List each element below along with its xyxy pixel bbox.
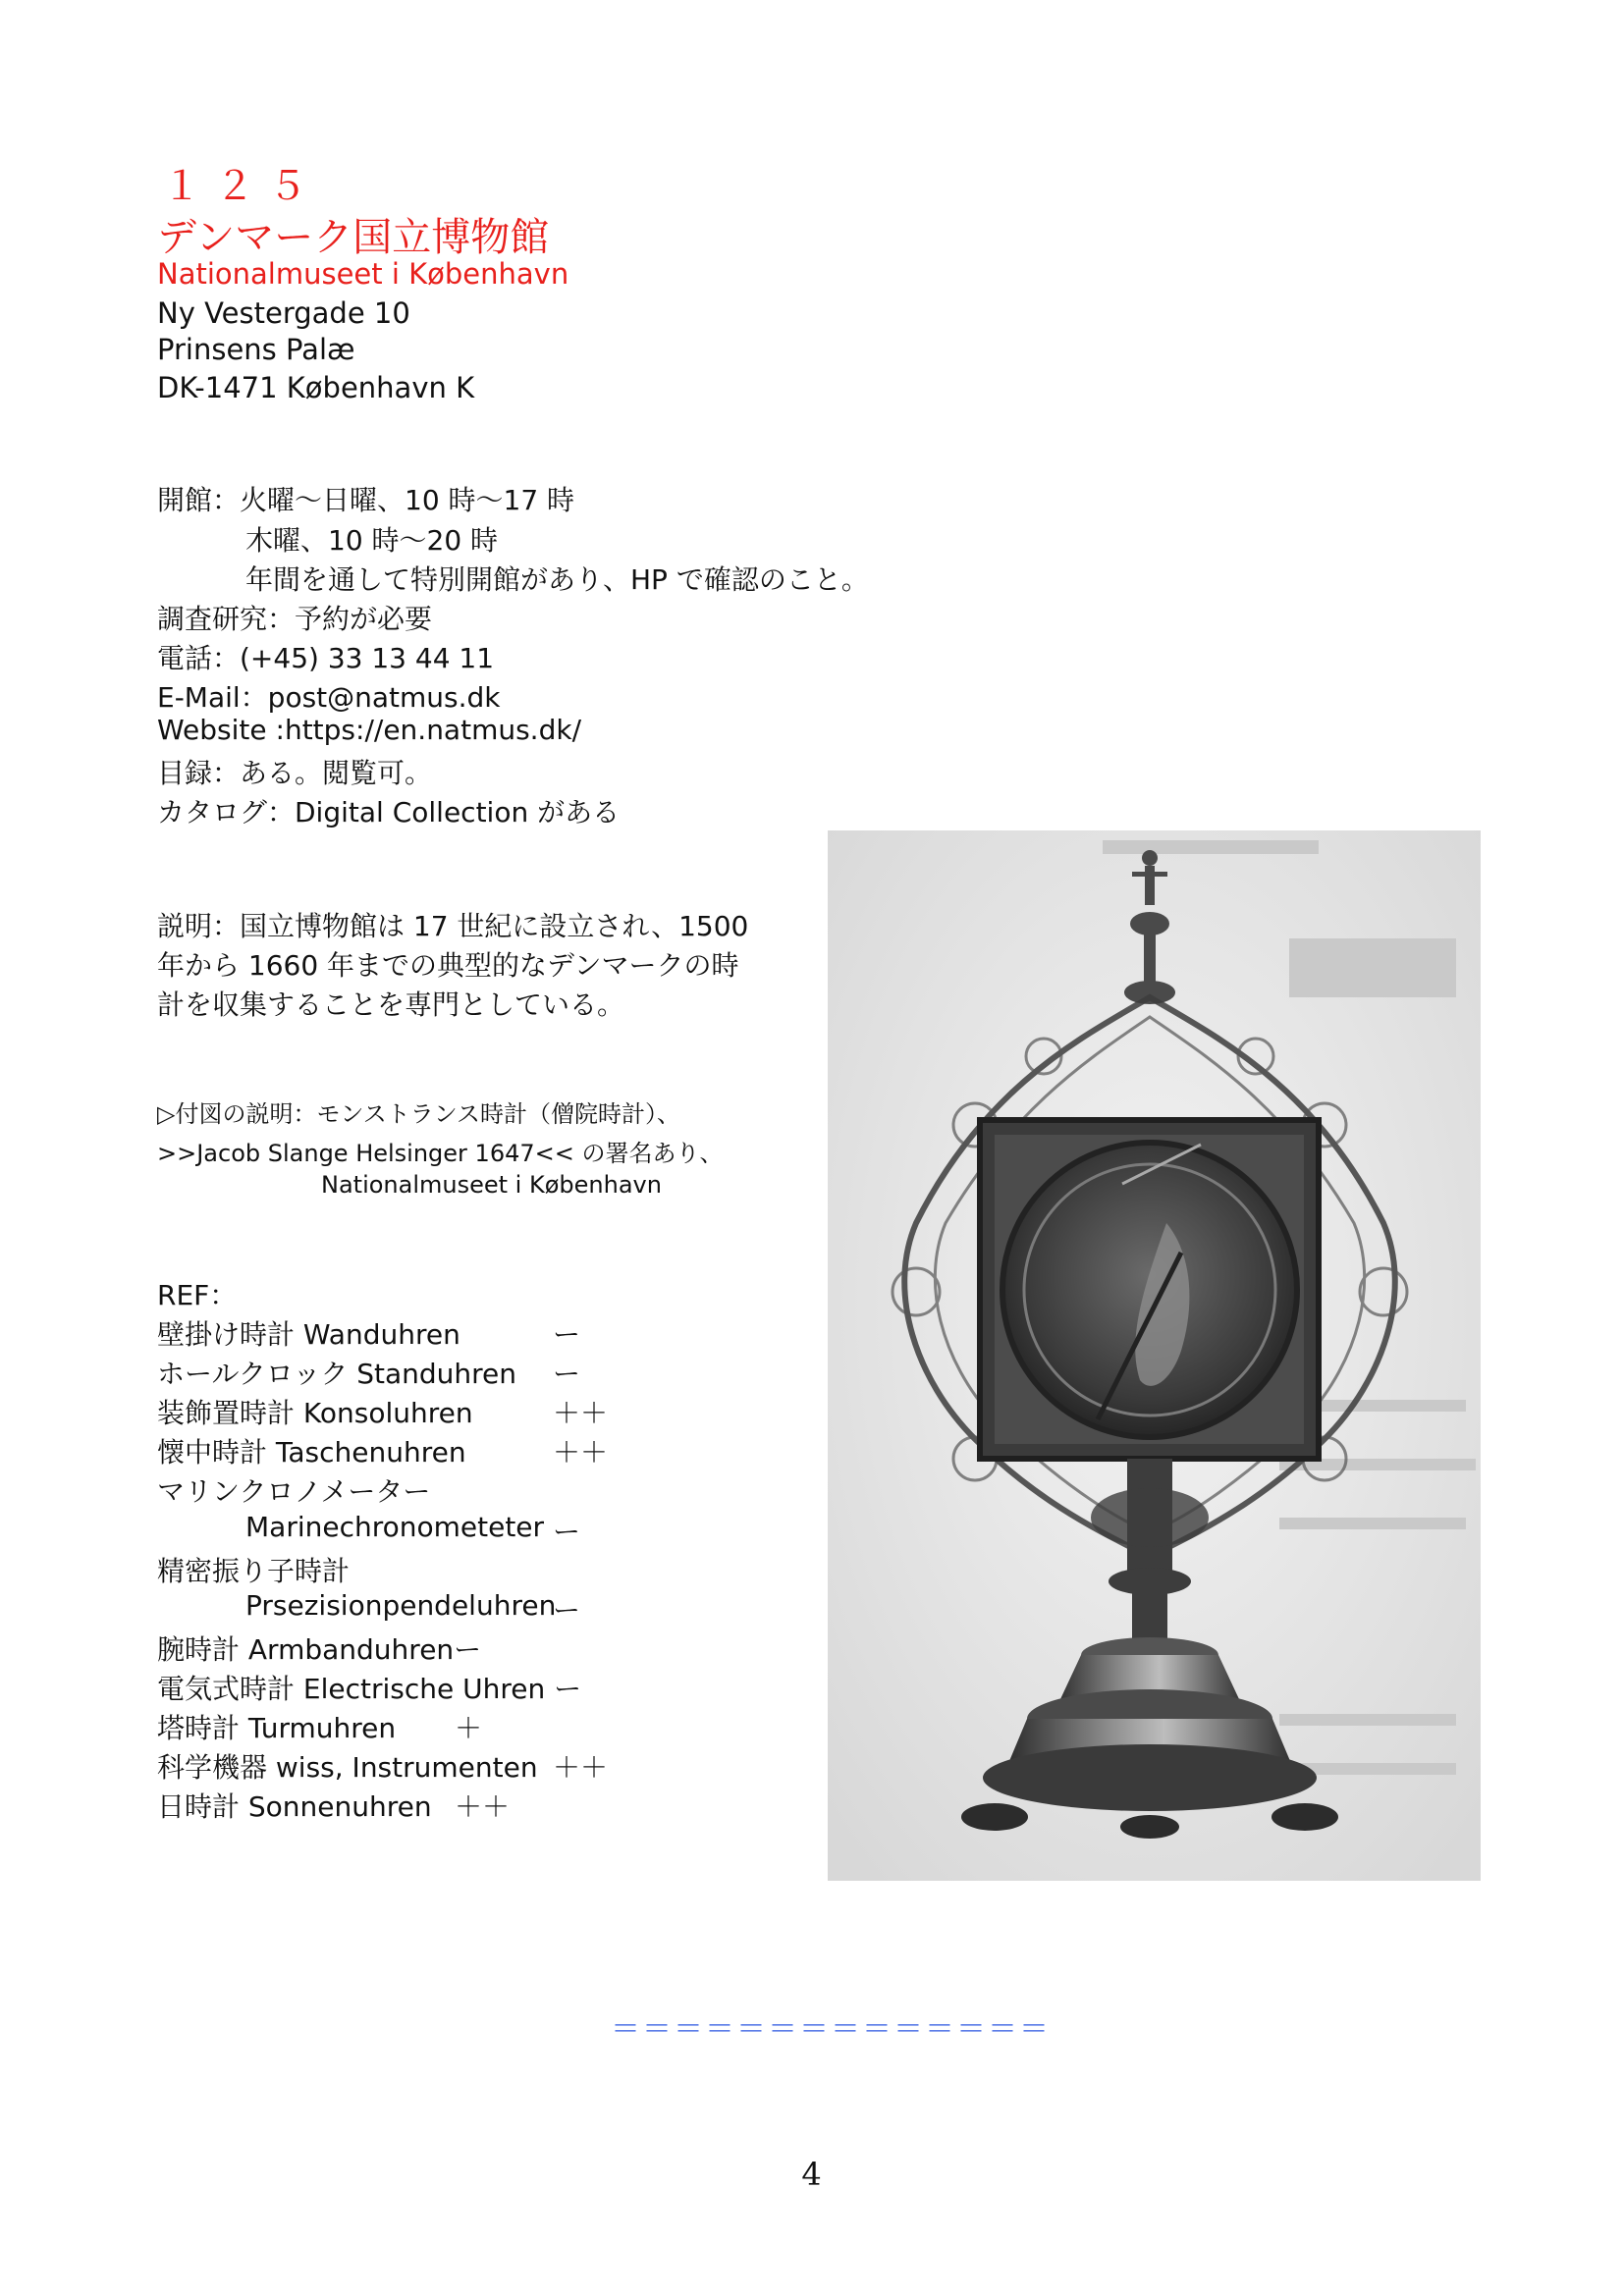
ref-item-name: 塔時計 Turmuhren [157, 1712, 397, 1744]
ref-item-mark: ー [553, 1318, 581, 1351]
ref-item-name: 腕時計 Armbanduhrenー [157, 1633, 482, 1666]
ref-item-mark: ー [553, 1516, 581, 1548]
ref-item-name: 壁掛け時計 Wanduhren [157, 1318, 460, 1351]
ref-item-mark: ＋＋ [553, 1436, 609, 1468]
catalog-note: 目録：ある。閲覧可。 [157, 757, 433, 789]
address-line-3: DK-1471 København K [157, 371, 475, 404]
ref-item-name: Prsezisionpendeluhren [245, 1589, 557, 1622]
email: E-Mail：post@natmus.dk [157, 681, 501, 714]
ref-item-mark: ＋＋ [553, 1397, 609, 1429]
research-note: 調査研究：予約が必要 [157, 603, 433, 635]
description-line-1: 説明：国立博物館は 17 世紀に設立され、1500 [157, 910, 749, 942]
ref-item-name: マリンクロノメーター [157, 1475, 431, 1508]
ref-item-name: ホールクロック Standuhren [157, 1358, 517, 1390]
digital-collection-note: カタログ：Digital Collection がある [157, 796, 621, 828]
section-separator: ＝＝＝＝＝＝＝＝＝＝＝＝＝＝ [611, 2012, 1051, 2047]
page-number: 4 [801, 2156, 822, 2193]
ref-item-name: 電気式時計 Electrische Uhren ー [157, 1673, 582, 1705]
address-line-2: Prinsens Palæ [157, 333, 355, 366]
description-line-2: 年から 1660 年までの典型的なデンマークの時 [157, 949, 739, 982]
museum-name-local: Nationalmuseet i København [157, 257, 569, 291]
ref-item-name: 精密振り子時計 [157, 1555, 351, 1587]
ref-heading: REF： [157, 1279, 238, 1311]
website: Website :https://en.natmus.dk/ [157, 714, 582, 746]
museum-name-jp: デンマーク国立博物館 [157, 215, 550, 260]
ref-item-mark: ＋＋ [553, 1751, 609, 1784]
description-line-3: 計を収集することを専門としている。 [157, 988, 625, 1021]
ref-item-name: 装飾置時計 Konsoluhren [157, 1397, 473, 1429]
ref-item-name: 科学機器 wiss, Instrumenten [157, 1751, 538, 1784]
entry-number: １２５ [162, 164, 321, 209]
caption-line-3: Nationalmuseet i København [321, 1171, 662, 1199]
caption-line-1: ▷付図の説明：モンストランス時計（僧院時計）、 [157, 1100, 681, 1128]
opening-hours: 開館：火曜〜日曜、10 時〜17 時 [157, 484, 575, 516]
address-line-1: Ny Vestergade 10 [157, 296, 410, 330]
ref-item-name: 日時計 Sonnenuhren [157, 1790, 432, 1823]
ref-item-mark: ＋ [455, 1712, 483, 1744]
opening-hours-thursday: 木曜、10 時〜20 時 [245, 524, 499, 557]
ref-item-name: 懐中時計 Taschenuhren [157, 1436, 466, 1468]
ref-item-name: Marinechronometeter [245, 1511, 545, 1543]
ref-item-mark: ＋＋ [455, 1790, 511, 1823]
opening-hours-special: 年間を通して特別開館があり、HP で確認のこと。 [245, 563, 869, 596]
caption-line-2: >>Jacob Slange Helsinger 1647<< の署名あり、 [157, 1140, 724, 1167]
ref-item-mark: ー [553, 1358, 581, 1390]
phone: 電話：(+45) 33 13 44 11 [157, 642, 495, 674]
monstrance-clock-photo [828, 830, 1481, 1881]
ref-item-mark: ー [553, 1594, 581, 1627]
